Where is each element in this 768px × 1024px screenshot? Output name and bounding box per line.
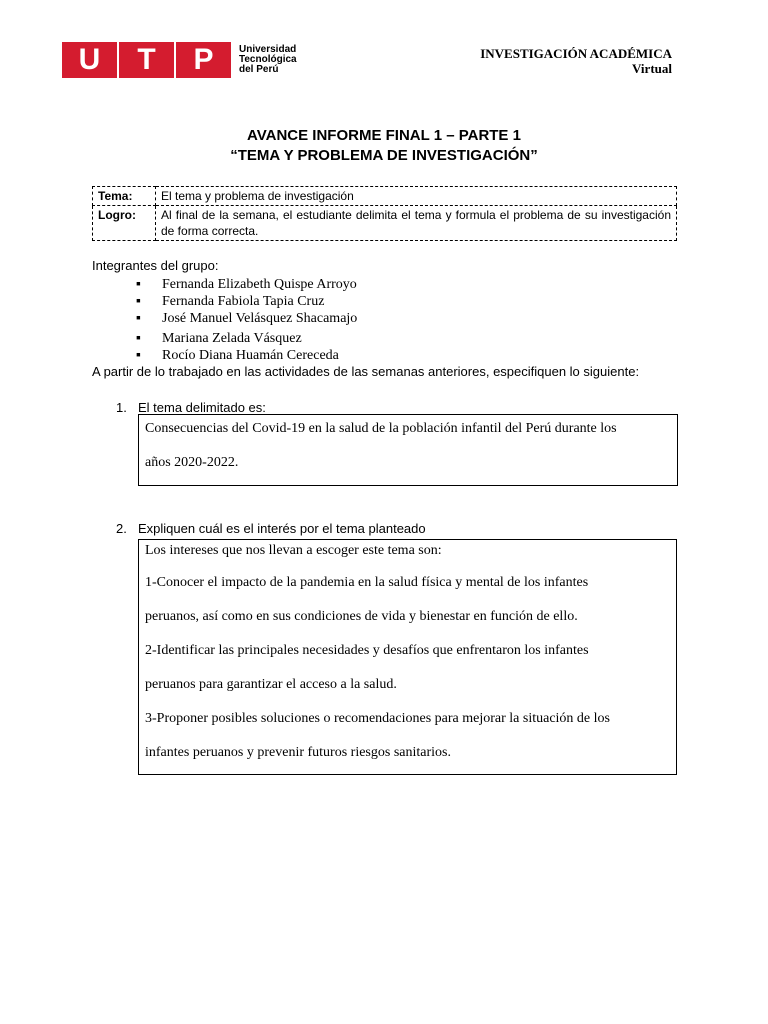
logo-letter-p: P (176, 42, 231, 78)
answer-2-line: Los intereses que nos llevan a escoger este tema son: (145, 543, 442, 558)
answer-2-line: infantes peruanos y prevenir futuros riesgos sanitarios. (145, 745, 451, 760)
info-row-logro (93, 206, 677, 241)
answer-2-line: peruanos, así como en sus condiciones de vida y bienestar en función de ello. (145, 609, 578, 624)
answer-2-line: 3-Proponer posibles soluciones o recomendaciones para mejorar la situación de los (145, 711, 610, 726)
member-item: ▪ Rocío Diana Huamán Cereceda (136, 347, 357, 364)
question-1-number: 1. (116, 400, 127, 415)
question-1-label: El tema delimitado es: (138, 400, 266, 415)
answer-2-line: peruanos para garantizar el acceso a la salud. (145, 677, 397, 692)
header-course-info (480, 46, 672, 76)
answer-1-line: Consecuencias del Covid-19 en la salud de la población infantil del Perú durante los (145, 421, 617, 436)
member-item: ▪ Mariana Zelada Vásquez (136, 330, 357, 347)
tema-label: Tema: (93, 187, 156, 206)
document-title (0, 126, 768, 166)
members-list (136, 276, 357, 364)
question-2-number: 2. (116, 521, 127, 536)
logo-letter-u: U (62, 42, 117, 78)
answer-box-1 (138, 414, 678, 486)
instructions-text: A partir de lo trabajado en las actividades de las semanas anteriores, especifiquen lo siguiente: (92, 364, 640, 379)
info-row-tema (93, 187, 677, 206)
answer-2-line: 2-Identificar las principales necesidades y desafíos que enfrentaron los infantes (145, 643, 589, 658)
answer-2-line: 1-Conocer el impacto de la pandemia en la salud física y mental de los infantes (145, 575, 589, 590)
course-name: INVESTIGACIÓN ACADÉMICA (480, 46, 672, 61)
logo-letter-t: T (119, 42, 174, 78)
question-2-label: Expliquen cuál es el interés por el tema planteado (138, 521, 426, 536)
members-label: Integrantes del grupo: (92, 258, 219, 273)
university-line-2: Tecnológica (239, 54, 297, 65)
logro-label: Logro: (93, 206, 156, 241)
utp-logo (62, 42, 297, 78)
answer-1-line: años 2020-2022. (145, 455, 239, 470)
answer-box-2 (138, 539, 677, 775)
info-table (92, 186, 677, 241)
university-line-3: del Perú (239, 64, 279, 75)
university-line-1: Universidad (239, 44, 297, 55)
member-item: ▪ Fernanda Fabiola Tapia Cruz (136, 293, 357, 310)
member-item: ▪ Fernanda Elizabeth Quispe Arroyo (136, 276, 357, 293)
answer-box-1-bottom-rule (138, 485, 678, 486)
title-line-2: “TEMA Y PROBLEMA DE INVESTIGACIÓN” (230, 147, 538, 164)
logro-value: Al final de la semana, el estudiante delimita el tema y formula el problema de su investigación de forma correcta. (156, 206, 677, 241)
question-1 (116, 400, 266, 415)
course-modality: Virtual (632, 61, 672, 76)
university-name (239, 45, 297, 75)
question-2 (116, 521, 426, 536)
member-item: ▪ José Manuel Velásquez Shacamajo (136, 310, 357, 327)
title-line-1: AVANCE INFORME FINAL 1 – PARTE 1 (247, 127, 521, 144)
tema-value: El tema y problema de investigación (156, 187, 677, 206)
